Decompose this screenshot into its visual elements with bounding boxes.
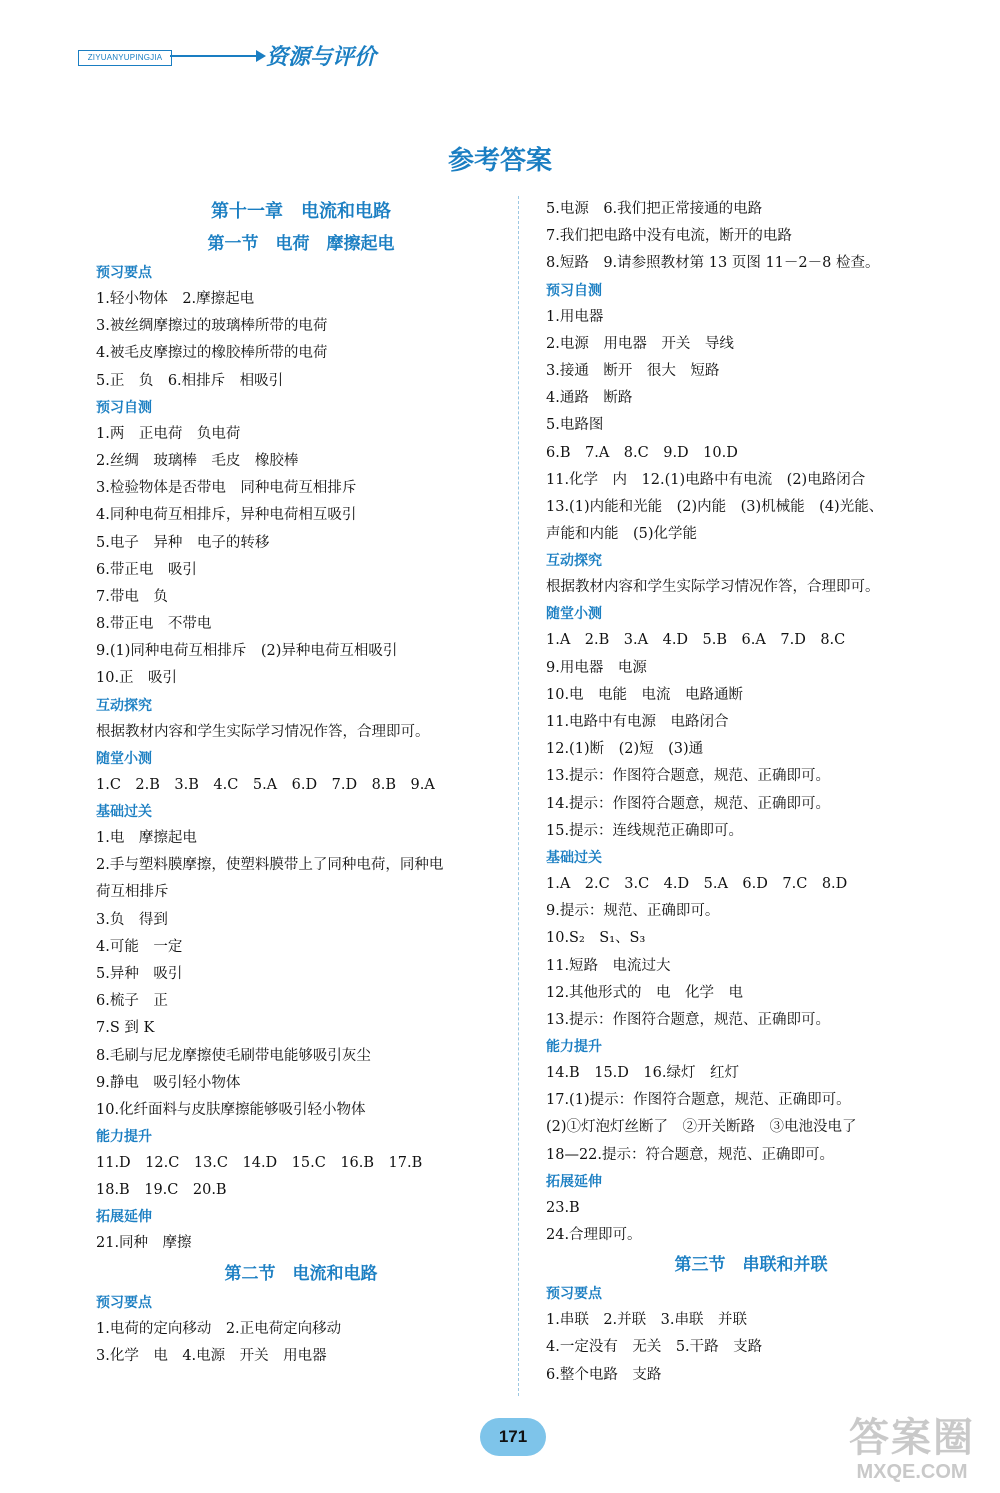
answer-line: 12.(1)断 (2)短 (3)通 [546,741,704,758]
answer-line: 24.合理即可。 [546,1227,642,1243]
answer-line: 11.D 12.C 13.C 14.D 15.C 16.B 17.B [96,1155,423,1172]
answer-line: 3.负 得到 [96,911,168,928]
answer-line: 3.接通 断开 很大 短路 [546,362,720,379]
section-title: 第三节 串联和并联 [674,1255,828,1276]
answer-line: 1.用电器 [546,308,604,325]
answer-line: 17.(1)提示：作图符合题意，规范、正确即可。 [546,1092,851,1109]
answer-line: 1.A 2.B 3.A 4.D 5.B 6.A 7.D 8.C [546,632,846,649]
subsection-label: 随堂小测 [96,750,152,767]
answer-line: 2.手与塑料膜摩擦，使塑料膜带上了同种电荷，同种电 [96,857,444,874]
answer-line: 18.B 19.C 20.B [96,1182,227,1199]
watermark-logo [832,1416,992,1486]
subsection-label: 预习要点 [546,1286,602,1303]
arrowhead-icon [256,50,266,62]
answer-line: 6.B 7.A 8.C 9.D 10.D [546,444,738,461]
answer-line: 声能和内能 (5)化学能 [546,526,698,543]
subsection-label: 基础过关 [96,804,152,820]
answer-line: 13.提示：作图符合题意，规范、正确即可。 [546,1011,831,1028]
answer-line: 18—22.提示：符合题意，规范、正确即可。 [546,1146,835,1163]
answer-line: 9.静电 吸引轻小物体 [96,1074,241,1091]
answer-line: 7.S 到 K [96,1020,155,1037]
subsection-label: 预习自测 [96,399,152,416]
answer-line: 3.检验物体是否带电 同种电荷互相排斥 [96,480,357,497]
watermark-text: 答案圈 [849,1416,975,1460]
subsection-label: 预习自测 [546,282,602,299]
answer-line: 根据教材内容和学生实际学习情况作答，合理即可。 [96,723,430,740]
subsection-label: 能力提升 [96,1129,152,1146]
page-title: 参考答案 [447,146,552,176]
subsection-label: 预习要点 [96,265,152,281]
answer-line: 6.带正电 吸引 [96,561,197,578]
answer-line: 9.(1)同种电荷互相排斥 (2)异种电荷互相吸引 [96,643,398,660]
subsection-label: 互动探究 [96,697,152,714]
subsection-label: 能力提升 [546,1039,602,1056]
answer-line: 1.A 2.C 3.C 4.D 5.A 6.D 7.C 8.D [546,875,848,892]
answer-line: 1.两 正电荷 负电荷 [96,425,241,442]
answer-line: 10.S₂ S₁、S₃ [546,930,646,947]
answer-line: 10.正 吸引 [96,670,178,687]
answer-line: 8.短路 9.请参照教材第 13 页图 11－2－8 检查。 [546,255,880,272]
answer-line: 5.电源 6.我们把正常接通的电路 [546,201,763,217]
subsection-label: 拓展延伸 [546,1173,602,1190]
answer-line: 21.同种 摩擦 [96,1235,192,1252]
answer-line: 1.电荷的定向移动 2.正电荷定向移动 [96,1320,342,1337]
answer-line: 5.电子 异种 电子的转移 [96,534,270,551]
brand-title: 资源与评价 [266,45,377,70]
right-column [546,196,956,1389]
section-title: 第二节 电流和电路 [224,1263,378,1284]
answer-line: 9.用电器 电源 [546,659,647,676]
answer-line: 4.同种电荷互相排斥，异种电荷相互吸引 [96,507,357,524]
chapter-title: 第十一章 电流和电路 [211,201,391,222]
answer-line: 1.轻小物体 2.摩擦起电 [96,291,255,307]
answer-line: 7.带电 负 [96,588,168,605]
answer-line: 3.化学 电 4.电源 开关 用电器 [96,1347,327,1364]
answer-line: 9.提示：规范、正确即可。 [546,903,720,920]
answer-line: 荷互相排斥 [96,884,169,901]
subsection-label: 基础过关 [546,849,602,866]
answer-line: 23.B [546,1199,580,1216]
arrow-line-icon [170,55,260,57]
answer-line: 1.C 2.B 3.B 4.C 5.A 6.D 7.D 8.B 9.A [96,776,435,793]
left-column [96,196,506,1370]
answer-line: 12.其他形式的 电 化学 电 [546,984,744,1001]
answer-line: (2)①灯泡灯丝断了 ②开关断路 ③电池没电了 [546,1119,857,1136]
answer-line: 2.电源 用电器 开关 导线 [546,335,734,352]
answer-line: 1.串联 2.并联 3.串联 并联 [546,1312,748,1329]
answer-line: 6.整个电路 支路 [546,1366,662,1383]
answer-line: 7.我们把电路中没有电流，断开的电路 [546,228,792,245]
answer-line: 1.电 摩擦起电 [96,830,197,846]
answer-line: 根据教材内容和学生实际学习情况作答，合理即可。 [546,579,880,596]
watermark-url: MXQE.COM [856,1461,968,1483]
answer-line: 4.可能 一定 [96,938,183,955]
answer-line: 3.被丝绸摩擦过的玻璃棒所带的电荷 [96,318,328,335]
brand-header [78,38,377,78]
answer-line: 11.电路中有电源 电路闭合 [546,714,729,730]
brand-pinyin: ZIYUANYUPINGJIA [78,50,172,66]
answer-line: 5.电路图 [546,417,604,434]
column-divider [518,196,519,1396]
answer-line: 13.(1)内能和光能 (2)内能 (3)机械能 (4)光能、 [546,498,884,515]
answer-line: 8.带正电 不带电 [96,616,212,633]
answer-line: 6.梳子 正 [96,993,168,1010]
answer-line: 14.提示：作图符合题意，规范、正确即可。 [546,795,831,812]
answer-line: 5.异种 吸引 [96,965,183,982]
answer-line: 15.提示：连线规范正确即可。 [546,822,744,839]
section-title: 第一节 电荷 摩擦起电 [207,234,395,254]
answer-line: 8.毛刷与尼龙摩擦使毛刷带电能够吸引灰尘 [96,1047,371,1064]
answer-line: 11.化学 内 12.(1)电路中有电流 (2)电路闭合 [546,471,866,488]
subsection-label: 互动探究 [546,553,602,570]
subsection-label: 拓展延伸 [96,1209,152,1226]
subsection-label: 预习要点 [96,1294,152,1311]
answer-line: 11.短路 电流过大 [546,957,671,974]
answer-line: 10.电 电能 电流 电路通断 [546,686,744,703]
subsection-label: 随堂小测 [546,606,602,623]
answer-line: 5.正 负 6.相排斥 相吸引 [96,372,284,389]
answer-line: 10.化纤面料与皮肤摩擦能够吸引轻小物体 [96,1101,366,1118]
answer-line: 14.B 15.D 16.绿灯 红灯 [546,1065,739,1082]
page-number: 171 [480,1418,546,1456]
answer-line: 4.一定没有 无关 5.干路 支路 [546,1339,763,1356]
answer-line: 4.通路 断路 [546,390,633,407]
answer-line: 2.丝绸 玻璃棒 毛皮 橡胶棒 [96,452,299,469]
answer-line: 4.被毛皮摩擦过的橡胶棒所带的电荷 [96,345,328,362]
answer-line: 13.提示：作图符合题意，规范、正确即可。 [546,768,831,785]
